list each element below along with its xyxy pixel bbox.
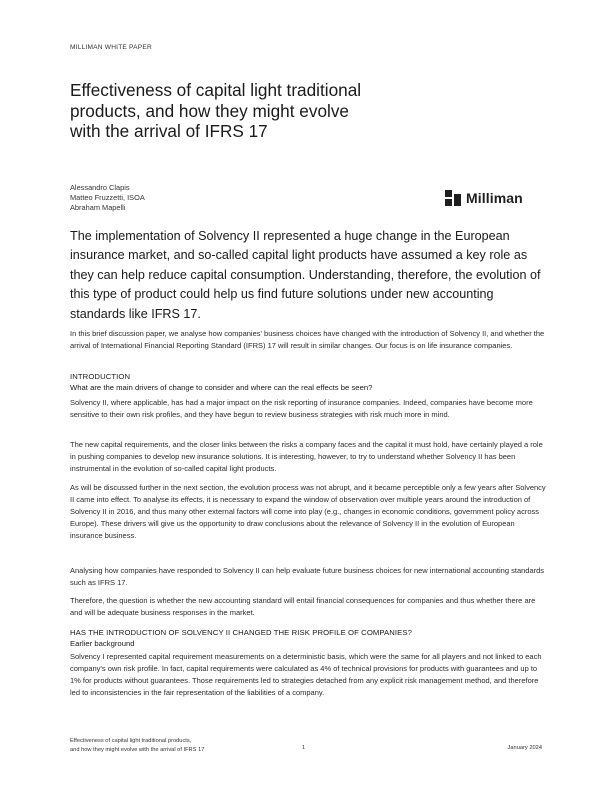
header-label: MILLIMAN WHITE PAPER xyxy=(70,44,152,51)
page-title: Effectiveness of capital light traditional products, and how they might evolve with the arrival of IFRS 17 xyxy=(70,80,362,142)
footer-title-line: Effectiveness of capital light traditional products, xyxy=(70,738,192,744)
author-name: Alessandro Clapis xyxy=(70,183,130,192)
body-paragraph: Solvency I represented capital requirement measurements on a deterministic basis, which were the same for all players and not linked to each company's own risk profile. In fact, capital requirements were calculated as 4% of technical provisions for products with guarantees and up to 1% for products without guarantees. Those requirements led to strategies detached from any explicit risk management method, and therefore led to inconsistencies in the fair representation of the liabilities of a company. xyxy=(70,652,542,697)
milliman-logo-icon xyxy=(445,190,461,206)
body-paragraph: Solvency II, where applicable, has had a major impact on the risk reporting of insurance companies. Indeed, companies have become more sensitive to their own risk profiles, and they have begun to review business strategies with risk much more in mind. xyxy=(70,398,533,419)
body-paragraph: Therefore, the question is whether the new accounting standard will entail financial consequences for companies and thus whether there are and will be adequate business responses in the market. xyxy=(70,596,536,617)
section-heading xyxy=(70,371,548,393)
body-paragraph: Analysing how companies have responded to Solvency II can help evaluate future business choices for new international accounting standards such as IFRS 17. xyxy=(70,566,545,587)
lead-paragraph: The implementation of Solvency II represented a huge change in the European insurance market, and so-called capital light products have assumed a key role as they can help reduce capital consumption. Understanding, therefore, the evolution of this type of product could help us find future solutions under new accounting standards like IFRS 17. xyxy=(70,229,541,321)
page-number: 1 xyxy=(302,745,306,751)
footer-title xyxy=(70,737,204,754)
intro-paragraph: In this brief discussion paper, we analyse how companies' business choices have changed with the introduction of Solvency II, and whether the arrival of International Financial Reporting Standard (IFRS) 17 will result in similar changes. Our focus is on life insurance companies. xyxy=(70,329,545,350)
logo-text: Milliman xyxy=(466,190,523,206)
section-subtitle: Earlier background xyxy=(70,639,135,648)
section-heading xyxy=(70,627,548,649)
body-paragraph: The new capital requirements, and the closer links between the risks a company faces and the capital it must hold, have certainly played a role in pushing companies to develop new insurance solutions. It is interesting, however, to try to understand whether Solvency II has been instrumental in the evolution of so-called capital light products. xyxy=(70,440,543,473)
section-title: INTRODUCTION xyxy=(70,372,131,381)
author-name: Abraham Mapelli xyxy=(70,203,126,213)
footer-date: January 2024 xyxy=(507,745,542,751)
body-paragraph: As will be discussed further in the next section, the evolution process was not abrupt, and it became perceptible only a few years after Solvency II came into effect. To analyse its effects, it is necessary to expand the window of observation over multiple years around the introduction of Solvency II in 2016, and thus many other external factors will come into play (e.g., changes in economic conditions, government policy across Europe). These drivers will give us the opportunity to draw conclusions about the relevance of Solvency II in the evolution of European insurance business. xyxy=(70,483,546,540)
milliman-logo xyxy=(445,190,523,206)
author-list xyxy=(70,183,145,214)
section-subtitle: What are the main drivers of change to consider and where can the real effects be seen? xyxy=(70,383,373,392)
footer-title-line: and how they might evolve with the arrival of IFRS 17 xyxy=(70,746,205,753)
author-name: Matteo Fruzzetti, ISOA xyxy=(70,193,145,203)
section-title: HAS THE INTRODUCTION OF SOLVENCY II CHANGED THE RISK PROFILE OF COMPANIES? xyxy=(70,628,412,637)
